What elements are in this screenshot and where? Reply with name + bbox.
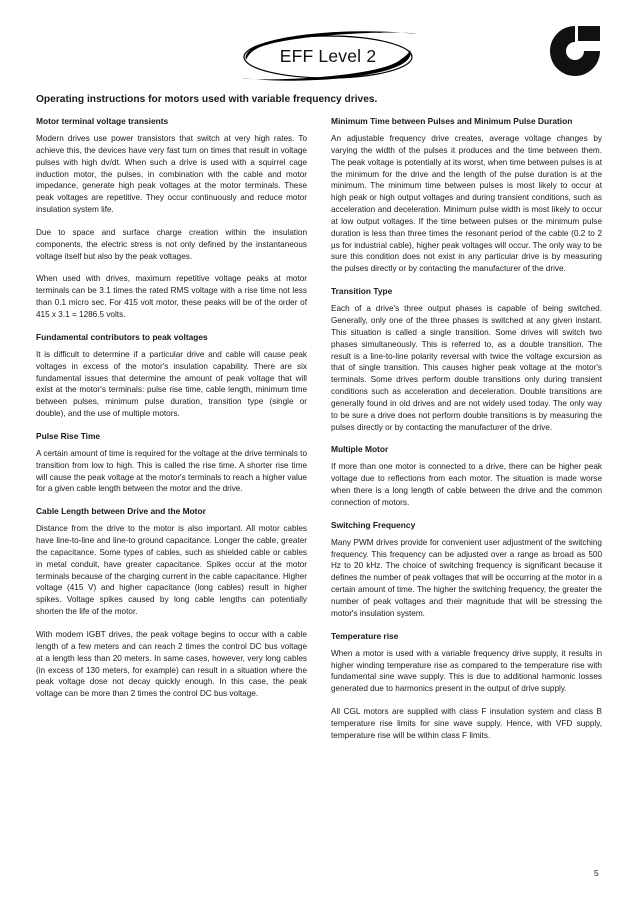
section-heading: Motor terminal voltage transients	[36, 116, 169, 126]
section	[331, 631, 602, 742]
page-number: 5	[594, 868, 599, 878]
section	[36, 116, 307, 321]
section-heading: Pulse Rise Time	[36, 430, 101, 441]
paragraph: It is difficult to determine if a particular drive and cable will cause peak voltages in excess of the motor's insulation capability. There are six fundamental issues that determine the amount of peak voltage that will exist at the motor's terminals: pulse rise time, cable length, minimum time between pulses, minimum pulse duration, transition type (single or double), and the use of multiple motors.	[36, 349, 307, 419]
cgl-logo-icon	[548, 24, 602, 78]
paragraph: When used with drives, maximum repetitive voltage peaks at motor terminals can be 3.1 times the rated RMS voltage with a rise time not less than 0.1 micro sec. For 415 volt motor, these peaks will be of the order of 415 x 3.1 = 1286.5 volts.	[36, 274, 307, 319]
left-column	[36, 116, 307, 711]
section-heading: Minimum Time between Pulses and Minimum Pulse Duration	[331, 116, 573, 126]
header-badge	[228, 26, 428, 88]
section-heading: Cable Length between Drive and the Motor	[36, 506, 206, 517]
paragraph: Many PWM drives provide for convenient user adjustment of the switching frequency. This frequency can be adjusted over a range as broad as 500 Hz to 20 kHz. The choice of switching frequency is significant because it defines the number of peak voltages that will be occurring at the motor in a certain amount of time. The higher the switching frequency, the greater the number of peak voltages and their magnitude that will be stressing the motor's insulation system.	[331, 537, 602, 618]
paragraph: All CGL motors are supplied with class F insulation system and class B temperature rise limits for sine wave supply. Hence, with VFD supply, temperature rise will be within class F limits.	[331, 707, 602, 740]
paragraph: Distance from the drive to the motor is also important. All motor cables have line-to-line and line-to ground capacitance. Longer the cable, greater the capacitance. Some types of cables, such as shielded cable or cables in metal conduit, have greater capacitance. Spikes occur at the motor terminals because of the charging current in the cable capacitance. Higher voltage (415 V) and higher capacitance (long cables) result in higher spikes. Voltage spikes caused by long cable lengths can potentially shorten the life of the motor.	[36, 524, 307, 617]
section-heading: Multiple Motor	[331, 444, 389, 455]
header-title: EFF Level 2	[279, 46, 377, 66]
section	[36, 506, 307, 700]
section	[331, 116, 602, 275]
section-heading: Fundamental contributors to peak voltages	[36, 331, 208, 342]
section	[331, 444, 602, 508]
section	[331, 520, 602, 620]
paragraph: An adjustable frequency drive creates, average voltage changes by varying the width of the pulses it produces and the time between them. The peak voltage is potentially at its worst, when time between pulses is at the minimum for the drive and the length of the pulse duration is at the minimum. The minimum time between pulses is most likely to occur at high peak or high output voltages and during transient conditions, such as acceleration and deceleration. Minimum pulse width is most likely to occur at low output voltages. If the time between pulses or the minimum pulse duration is less than three times the resonant period of the cable (0.2 to 2 µs for industrial cable), higher peak voltages will occur. The only way to be sure this condition does not exist in any particular drive is by measuring the pulses directly or by contacting the manufacturer of the drive.	[331, 134, 602, 274]
paragraph: Each of a drive's three output phases is capable of being switched. Generally, only one of the three phases is switched at any given instant. This situation is called a single transition. Some drives will switch two phases simultaneously. This is referred to, as a double transition. The result is a line-to-line polarity reversal with twice the voltage excursion as that of single transition. This causes higher peak voltage at the motor's terminals. Some drives perform double transitions only during transient conditions such as acceleration and deceleration. Double transitions are generally found in old drives and are not widely used today. The only way to be sure a drive does not perform double transitions is by measuring the pulses directly or by contacting the manufacturer of the drive.	[331, 304, 602, 432]
paragraph: When a motor is used with a variable frequency drive supply, it results in higher winding temperature rise as compared to the temperature rise with fundamental sine wave supply. This is due to additional harmonic losses generated due to harmonics present in the output of drive supply.	[331, 648, 602, 694]
section	[36, 332, 307, 420]
section	[331, 286, 602, 433]
paragraph: With modern IGBT drives, the peak voltage begins to occur with a cable length of a few meters and can reach 2 times the control DC bus voltage at a length less than 20 meters. In same cases, however, very long cables (in excess of 130 meters, for example) can result in a situation where the peak voltage dose not decay quickly enough. In this case, the peak voltage can be more than 2 times the control DC bus voltage.	[36, 630, 307, 699]
section-heading: Temperature rise	[331, 630, 399, 641]
paragraph: If more than one motor is connected to a drive, there can be higher peak voltage due to reflections from each motor. The situation is made worse when there is a long length of cable between the drive and the common connection of motors.	[331, 462, 602, 507]
main-heading: Operating instructions for motors used with variable frequency drives.	[36, 94, 378, 105]
section-heading: Switching Frequency	[331, 519, 416, 530]
section-heading: Transition Type	[331, 286, 393, 297]
right-column	[331, 116, 602, 753]
paragraph: Modern drives use power transistors that switch at very high rates. To achieve this, the devices have very fast turn on times that result in voltage pulses with high dv/dt. When such a drive is used with a squirrel cage induction motor, the pulses, in combination with the cable and motor impedance, generate high peak voltages at the motor terminals. These peak voltages are repetitive. They occur continuously and reduce motor insulation system life.	[36, 134, 307, 215]
section	[36, 431, 307, 495]
paragraph: A certain amount of time is required for the voltage at the drive terminals to transition from low to high. This is called the rise time. A shorter rise time will cause the peak voltage at the motor's terminals to reach a higher value for a given cable length between the motor and the drive.	[36, 448, 307, 494]
paragraph: Due to space and surface charge creation within the insulation components, the electric stress is not only defined by the instantaneous voltage itself but also by the peak voltages.	[36, 227, 307, 261]
